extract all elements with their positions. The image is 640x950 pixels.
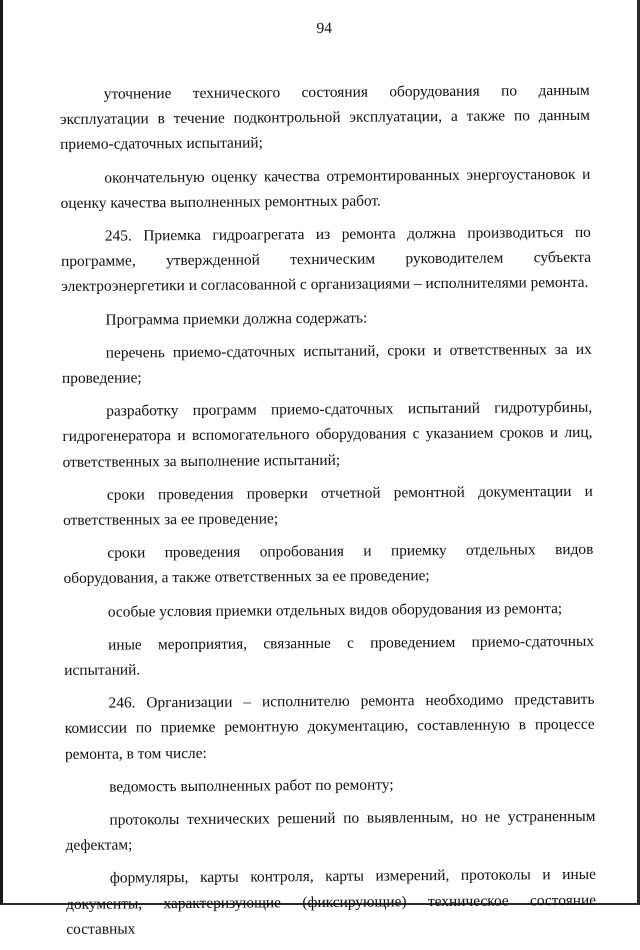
paragraph-tests-list: перечень приемо-сдаточных испытаний, сроки и ответственных за их проведение; <box>61 340 592 388</box>
page-number: 94 <box>316 19 333 37</box>
paragraph-final-quality-assessment: окончательную оценку качества отремонтированных энергоустановок и оценку качества выполненных ремонтных работ. <box>60 165 591 212</box>
paragraph-section-246: 246. Организации – исполнителю ремонта необходимо представить комиссии по приемке ремонтную документацию, составленную в процессе ремонта, в том числе: <box>64 691 595 763</box>
paragraph-special-conditions: особые условия приемки отдельных видов оборудования из ремонта; <box>107 599 563 621</box>
paragraph-forms-and-protocols: формуляры, карты контроля, карты измерений, протоколы и иные документы, характеризующие (фиксирующие) техническое состояние составных <box>66 866 597 938</box>
paragraph-trial-run-terms: сроки проведения опробования и приемку отдельных видов оборудования, а также ответственных за ее проведение; <box>63 541 594 588</box>
paragraph-technical-decisions: протоколы технических решений по выявленным, но не устраненным дефектам; <box>65 807 596 855</box>
paragraph-acceptance-program-heading: Программа приемки должна содержать: <box>105 309 368 329</box>
paragraph-documentation-review-terms: сроки проведения проверки отчетной ремонтной документации и ответственных за ее проведение; <box>63 482 593 530</box>
paragraph-test-programs-development: разработку программ приемо-сдаточных испытаний гидротурбины, гидрогенератора и вспомогательного оборудования с указанием сроков и лиц, ответственных за выполнение испытаний; <box>62 399 593 471</box>
paragraph-work-statement: ведомость выполненных работ по ремонту; <box>109 776 394 796</box>
paragraph-equipment-state-clarification: уточнение технического состояния оборудования по данным эксплуатации в течение подконтрольной эксплуатации, а также по данным приемо-сдаточных испытаний; <box>59 81 590 154</box>
document-body <box>60 78 597 950</box>
paragraph-section-245: 245. Приемка гидроагрегата из ремонта должна производиться по программе, утвержденной техническим руководителем субъекта электроэнергетики и согласованной с организациями – исполнителями ремонта. <box>60 223 592 296</box>
paragraph-other-activities: иные мероприятия, связанные с проведением приемо-сдаточных испытаний. <box>64 632 595 680</box>
